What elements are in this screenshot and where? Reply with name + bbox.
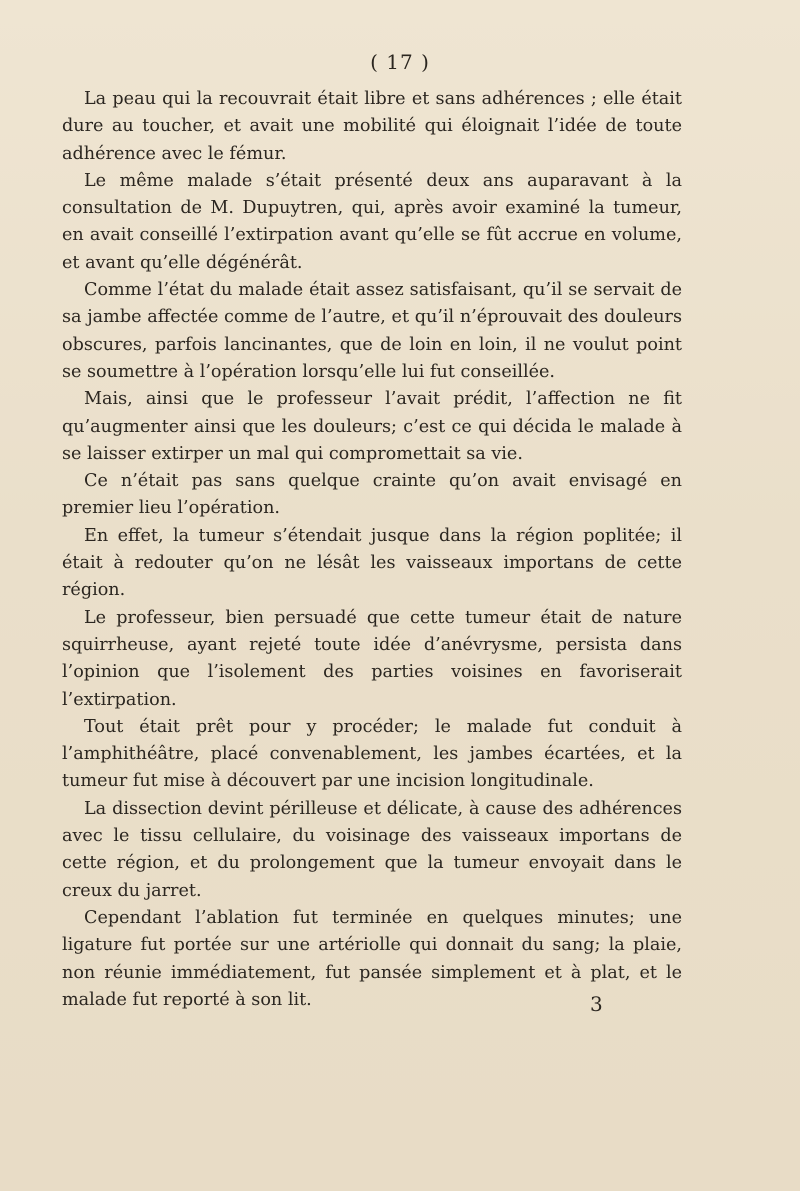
- paragraph-3: [62, 277, 682, 386]
- paragraph-text: Mais, ainsi que le professeur l’avait prédit, l’affection ne fit qu’augmenter ainsi que les douleurs; c’est ce qui décida le malade à se laisser extirper un mal qui compromettait sa vie.: [62, 389, 682, 464]
- paragraph-5: [62, 468, 682, 523]
- paragraph-4: [62, 386, 682, 468]
- paragraph-text: Tout était prêt pour y procéder; le malade fut conduit à l’amphithéâtre, placé convenablement, les jambes écartées, et la tumeur fut mise à découvert par une incision longitudinale.: [62, 716, 682, 792]
- signature-mark: 3: [590, 992, 603, 1016]
- paragraph-text: Le professeur, bien persuadé que cette tumeur était de nature squirrheuse, ayant rejeté toute idée d’anévrysme, persista dans l’opinion que l’isolement des parties voisines en favoriserait l’extirpation.: [62, 607, 682, 710]
- paragraph-text: En effet, la tumeur s’étendait jusque dans la région poplitée; il était à redouter qu’on ne lésât les vaisseaux importans de cette région.: [62, 525, 682, 601]
- paragraph-text: Le même malade s’était présenté deux ans auparavant à la consultation de M. Dupuytren, qui, après avoir examiné la tumeur, en avait conseillé l’extirpation avant qu’elle se fût accrue en volume, et avant qu’elle dégénérât.: [62, 170, 682, 273]
- text-body: [62, 86, 682, 1014]
- paragraph-7: [62, 605, 682, 714]
- paragraph-9: [62, 796, 682, 905]
- paragraph-8: [62, 714, 682, 796]
- paragraph-1: [62, 86, 682, 168]
- paragraph-text: Ce n’était pas sans quelque crainte qu’on avait envisagé en premier lieu l’opération.: [62, 471, 682, 519]
- paragraph-text: La dissection devint périlleuse et délicate, à cause des adhérences avec le tissu cellulaire, du voisinage des vaisseaux importans de cette région, et du prolongement que la tumeur envoyait dans le creux du jarret.: [62, 798, 682, 901]
- paragraph-text: Comme l’état du malade était assez satisfaisant, qu’il se servait de sa jambe affectée comme de l’autre, et qu’il n’éprouvait des douleurs obscures, parfois lancinantes, que de loin en loin, il ne voulut point se soumettre à l’opération lorsqu’elle lui fut conseillée.: [62, 280, 682, 382]
- paragraph-2: [62, 168, 682, 277]
- paragraph-text: La peau qui la recouvrait était libre et sans adhérences ; elle était dure au toucher, et avait une mobilité qui éloignait l’idée de toute adhérence avec le fémur.: [62, 89, 682, 164]
- paragraph-6: [62, 523, 682, 605]
- paragraph-10: [62, 905, 682, 1014]
- page-number: ( 17 ): [370, 50, 430, 74]
- paragraph-text: Cependant l’ablation fut terminée en quelques minutes; une ligature fut portée sur une artériolle qui donnait du sang; la plaie, non réunie immédiatement, fut pansée simplement et à plat, et le malade fut reporté à son lit.: [62, 907, 682, 1010]
